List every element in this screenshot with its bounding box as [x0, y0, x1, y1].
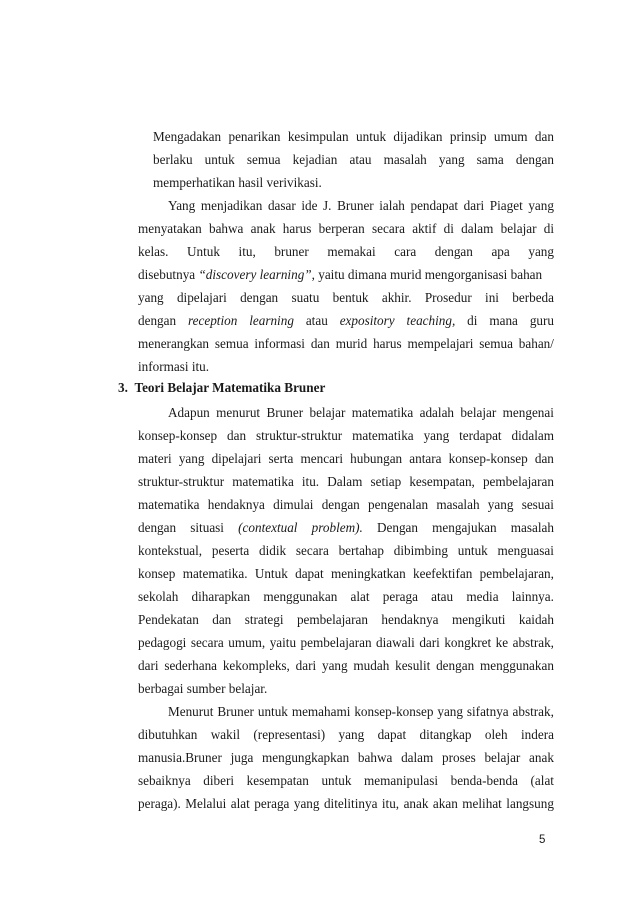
word: dijadikan — [393, 129, 443, 144]
expository-term: expository — [339, 313, 395, 328]
word: anak — [529, 750, 554, 765]
word: oleh — [484, 727, 508, 742]
word: dengan — [240, 290, 279, 305]
para2-line-2 — [138, 220, 554, 238]
word: sesuai — [521, 497, 554, 512]
learning-term: learning — [249, 313, 294, 328]
word: yang — [293, 796, 320, 811]
word: hendaknya — [207, 497, 265, 512]
word: langsung — [506, 796, 554, 811]
para1-line-1 — [153, 128, 554, 146]
word: dari — [463, 198, 485, 213]
word: umum — [493, 129, 528, 144]
word: kesempatan — [246, 773, 309, 788]
para2-line-4-pre: disebutnya — [138, 267, 199, 282]
word: matematika — [138, 497, 200, 512]
word: diharapkan — [191, 589, 251, 604]
word: Melalui — [185, 796, 227, 811]
word: peraga). — [138, 796, 181, 811]
word: abstrak, — [512, 704, 554, 719]
para2-line-7 — [138, 335, 554, 353]
para2-line-8: informasi itu. — [138, 359, 210, 374]
word: serta — [268, 451, 294, 466]
word: materi — [138, 451, 172, 466]
word: anak — [250, 221, 276, 236]
word: di — [467, 313, 478, 328]
word: Mengadakan — [153, 129, 222, 144]
word: memanipulasi — [364, 773, 439, 788]
word: sekolah — [138, 589, 179, 604]
word: keefektifan — [413, 566, 473, 581]
para2-line-4-post: , yaitu dimana murid mengorganisasi bahan — [311, 267, 543, 282]
word: J. — [323, 198, 332, 213]
word: pembelajaran, — [479, 566, 554, 581]
word: semua — [246, 152, 281, 167]
word: mudah — [353, 658, 390, 673]
word: dengan — [515, 152, 554, 167]
word: belajar — [500, 221, 537, 236]
word: akan — [432, 796, 458, 811]
word: struktur-struktur — [256, 428, 343, 443]
word: setiap — [370, 474, 402, 489]
para3-line-7 — [138, 542, 554, 560]
word: manusia.Bruner — [138, 750, 222, 765]
word: kontekstual, — [138, 543, 203, 558]
word: adalah — [419, 405, 455, 420]
word: dapat — [377, 727, 407, 742]
section-heading — [118, 379, 325, 397]
word: pedagogi — [138, 635, 187, 650]
word: dan — [534, 129, 554, 144]
page-number: 5 — [539, 834, 546, 846]
word: situasi — [190, 520, 224, 535]
para3-line-6 — [138, 519, 554, 537]
word: dibutuhkan — [138, 727, 198, 742]
word: menurut — [216, 405, 261, 420]
word: alat — [230, 796, 250, 811]
word: di — [443, 221, 454, 236]
word: menyatakan — [138, 221, 202, 236]
word: hendaknya — [381, 612, 439, 627]
word: Dalam — [327, 474, 363, 489]
word: dibimbing — [393, 543, 448, 558]
para3-line-3 — [138, 450, 554, 468]
word: informasi — [254, 336, 305, 351]
word: sifatnya — [466, 704, 509, 719]
word: pengenalan — [368, 497, 429, 512]
word: dengan — [138, 520, 177, 535]
word: konsep — [138, 566, 176, 581]
word: Menurut — [168, 704, 214, 719]
word: bahwa — [208, 221, 244, 236]
word: ialah — [379, 198, 405, 213]
para3-line-9 — [138, 588, 554, 606]
word: bentuk — [332, 290, 369, 305]
word: di — [543, 221, 554, 236]
contextual-term: (contextual — [238, 520, 298, 535]
word: Piaget — [489, 198, 523, 213]
word: umum, — [228, 635, 266, 650]
word: dengan — [321, 497, 360, 512]
word: yang — [438, 152, 465, 167]
teaching-term: teaching, — [406, 313, 456, 328]
word: (alat — [530, 773, 554, 788]
word: dari — [138, 658, 159, 673]
word: anak — [403, 796, 429, 811]
word: belajar — [484, 750, 521, 765]
word: atau — [305, 313, 328, 328]
word: penarikan — [228, 129, 281, 144]
word: ini — [485, 290, 499, 305]
word: (representasi) — [253, 727, 326, 742]
word: semua — [214, 336, 249, 351]
word: Untuk — [186, 244, 220, 259]
word: untuk — [356, 129, 387, 144]
word: berlaku — [153, 152, 193, 167]
word: peraga — [254, 796, 290, 811]
word: dan — [310, 336, 330, 351]
para2-line-1 — [168, 197, 554, 215]
word: matematika. — [182, 566, 248, 581]
word: Prosedur — [424, 290, 472, 305]
word: atau — [431, 589, 454, 604]
word: kaidah — [518, 612, 554, 627]
para1-line-3: memperhatikan hasil verivikasi. — [153, 175, 322, 190]
word: ke — [495, 635, 509, 650]
word: belajar — [460, 405, 497, 420]
word: dari — [419, 635, 440, 650]
word: ide — [301, 198, 318, 213]
word: masalah — [436, 497, 480, 512]
word: belajar — [309, 405, 346, 420]
word: pembelajaran — [296, 612, 368, 627]
word: untuk — [257, 704, 288, 719]
word: apa — [491, 244, 510, 259]
word: diberi — [203, 773, 235, 788]
word: kongkret — [444, 635, 492, 650]
word: harus — [282, 221, 312, 236]
word: pembelajaran — [300, 635, 372, 650]
word: kesempatan, — [409, 474, 475, 489]
word: bertahap — [338, 543, 384, 558]
word: dalam — [461, 221, 494, 236]
word: yang — [178, 451, 205, 466]
word: dalam — [401, 750, 434, 765]
word: dimulai — [273, 497, 314, 512]
word: didalam — [511, 428, 554, 443]
word: juga — [230, 750, 254, 765]
word: mengajukan — [432, 520, 497, 535]
word: untuk — [457, 543, 488, 558]
word: bahwa — [357, 750, 393, 765]
reception-term: reception — [188, 313, 238, 328]
word: mengungkapkan — [262, 750, 350, 765]
word: terdapat — [459, 428, 502, 443]
word: peraga — [382, 589, 418, 604]
word: pendapat — [410, 198, 459, 213]
word: harus — [373, 336, 402, 351]
word: itu, — [238, 244, 256, 259]
word: yang — [528, 198, 554, 213]
word: semua — [479, 336, 513, 351]
word: dan — [227, 428, 247, 443]
word: Bruner — [337, 198, 374, 213]
word: memahami — [291, 704, 351, 719]
word: masalah — [383, 152, 427, 167]
word: untuk — [204, 152, 235, 167]
word: untuk — [321, 773, 352, 788]
word: yang — [338, 727, 365, 742]
para4-line-2 — [138, 726, 554, 744]
word: akhir. — [381, 290, 412, 305]
word: pembelajaran — [482, 474, 554, 489]
word: dapat — [295, 566, 324, 581]
word: prinsip — [449, 129, 487, 144]
word: menerangkan — [138, 336, 210, 351]
word: matematika — [352, 428, 414, 443]
word: suatu — [291, 290, 320, 305]
para3-line-10 — [138, 611, 554, 629]
word: matematika — [351, 405, 414, 420]
word: kesimpulan — [287, 129, 349, 144]
word: secara — [190, 635, 224, 650]
word: yang — [423, 428, 450, 443]
word: memakai — [327, 244, 376, 259]
para3-line-8 — [138, 565, 554, 583]
word: yang — [321, 658, 348, 673]
word: dipelajari — [211, 451, 262, 466]
word: ditelitinya — [323, 796, 378, 811]
word: Bruner — [217, 704, 254, 719]
word: dari — [295, 658, 317, 673]
para4-line-4 — [138, 772, 554, 790]
section-title: Teori Belajar Matematika Bruner — [134, 380, 326, 395]
word: abstrak, — [512, 635, 554, 650]
para3-line-2 — [138, 427, 554, 445]
para3-line-13: berbagai sumber belajar. — [138, 681, 268, 696]
word: melihat — [462, 796, 502, 811]
word: dasar — [267, 198, 296, 213]
word: indera — [520, 727, 554, 742]
word: yang — [437, 704, 463, 719]
word: lainnya. — [511, 589, 554, 604]
word: secara — [295, 543, 329, 558]
word: murid — [335, 336, 368, 351]
word: diawali — [376, 635, 415, 650]
word: didik — [258, 543, 287, 558]
word: bruner — [274, 244, 309, 259]
word: dengan — [138, 313, 177, 328]
word: menguasai — [497, 543, 554, 558]
word: dan — [212, 612, 232, 627]
word: dan — [534, 451, 554, 466]
word: sederhana — [164, 658, 218, 673]
word: alat — [350, 589, 370, 604]
word: ditangkap — [419, 727, 472, 742]
word: dipelajari — [176, 290, 227, 305]
para3-line-11 — [138, 634, 554, 652]
word: secara — [372, 221, 405, 236]
para2-line-4 — [138, 266, 542, 284]
word: matematika — [232, 474, 294, 489]
word: kelas. — [138, 244, 169, 259]
para2-line-6 — [138, 312, 554, 330]
para4-line-1 — [168, 703, 554, 721]
para3-line-1 — [168, 404, 554, 422]
word: menjadikan — [200, 198, 263, 213]
word: yaitu — [269, 635, 297, 650]
para3-line-4 — [138, 473, 554, 491]
word: cara — [394, 244, 417, 259]
word: dengan — [436, 658, 475, 673]
word: menggunakan — [479, 658, 554, 673]
discovery-learning-term: “discovery learning” — [198, 267, 312, 282]
word: Dengan — [376, 520, 418, 535]
word: itu, — [381, 796, 400, 811]
word: wakil — [210, 727, 241, 742]
word: itu. — [301, 474, 320, 489]
word: peserta — [211, 543, 250, 558]
word: hubungan — [350, 451, 403, 466]
problem-term: problem). — [311, 520, 363, 535]
word: antara — [409, 451, 442, 466]
word: strategi — [244, 612, 284, 627]
para1-line-2 — [153, 151, 554, 169]
word: mengikuti — [451, 612, 506, 627]
word: Adapun — [168, 405, 210, 420]
word: konsep-konsep — [138, 428, 218, 443]
word: aktif — [412, 221, 437, 236]
word: kekompleks, — [222, 658, 290, 673]
word: Yang — [168, 198, 196, 213]
word: yang — [528, 244, 554, 259]
word: proses — [442, 750, 476, 765]
word: media — [466, 589, 499, 604]
para3-line-5 — [138, 496, 554, 514]
word: Pendekatan — [138, 612, 199, 627]
para3-line-12 — [138, 657, 554, 675]
word: benda-benda — [450, 773, 518, 788]
word: guru — [529, 313, 554, 328]
word: struktur-struktur — [138, 474, 225, 489]
para2-line-3 — [138, 243, 554, 261]
word: mencari — [300, 451, 343, 466]
word: mengenai — [502, 405, 554, 420]
word: sama — [476, 152, 504, 167]
word: kesulit — [395, 658, 431, 673]
word: meningkatkan — [330, 566, 406, 581]
word: konsep-konsep — [448, 451, 528, 466]
word: menggunakan — [263, 589, 338, 604]
word: yang — [138, 290, 164, 305]
word: mempelajari — [407, 336, 474, 351]
word: konsep-konsep — [354, 704, 434, 719]
para2-line-5 — [138, 289, 554, 307]
word: bahan/ — [518, 336, 554, 351]
word: mana — [489, 313, 518, 328]
word: berperan — [318, 221, 365, 236]
para4-line-5 — [138, 795, 554, 813]
word: sebaiknya — [138, 773, 191, 788]
para4-line-3 — [138, 749, 554, 767]
word: kejadian — [292, 152, 338, 167]
section-number: 3. — [118, 380, 128, 395]
word: berbeda — [512, 290, 554, 305]
word: atau — [349, 152, 372, 167]
word: dengan — [434, 244, 473, 259]
word: masalah — [510, 520, 554, 535]
word: yang — [487, 497, 514, 512]
word: Untuk — [254, 566, 288, 581]
word: Bruner — [266, 405, 304, 420]
